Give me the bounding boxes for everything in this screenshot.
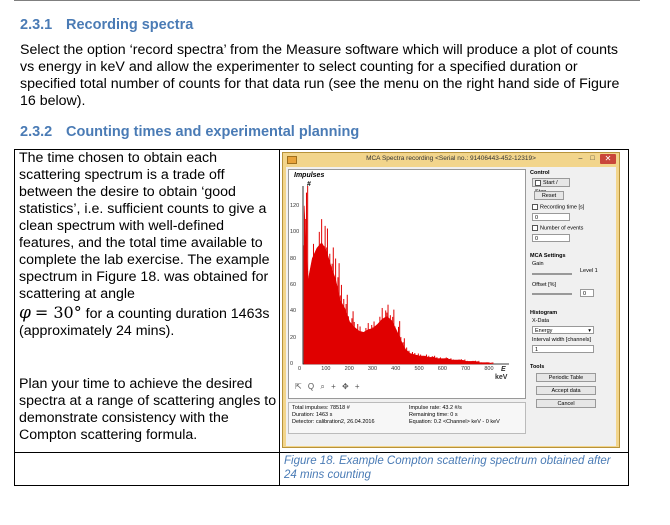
- gain-label: Gain: [532, 261, 544, 267]
- calibration-equation: Equation: 0.2 <Channel> keV - 0 keV: [409, 419, 500, 425]
- section-title: Recording spectra: [66, 17, 194, 33]
- offset-label: Offset [%]: [532, 282, 557, 288]
- start-stop-label: Start /: [543, 180, 558, 186]
- y-tick-label: 100: [290, 229, 300, 236]
- figure-cell: [280, 150, 629, 453]
- impulse-rate: Impulse rate: 43.2 #/s: [409, 405, 462, 411]
- total-impulses: Total impulses: 78518 #: [292, 405, 350, 411]
- interval-label: Interval width [channels]: [532, 337, 592, 343]
- section-number: 2.3.1: [20, 17, 53, 33]
- y-tick-label: 80: [290, 255, 297, 262]
- window-client: [286, 167, 616, 446]
- top-rule: [14, 0, 640, 1]
- y-axis-label: Impulses: [294, 172, 325, 179]
- checkbox-icon: [532, 204, 538, 210]
- stats-left: [292, 405, 375, 426]
- checkbox-icon: [532, 225, 538, 231]
- stats-panel: [288, 402, 526, 434]
- x-axis-unit: keV: [495, 374, 508, 381]
- histogram-title: Histogram: [530, 310, 558, 316]
- x-tick-label: 0: [298, 366, 302, 372]
- spectrum-chart: [289, 170, 525, 398]
- x-tick-label: 100: [321, 366, 331, 372]
- reset-button[interactable]: Reset: [534, 191, 564, 200]
- section-number: 2.3.2: [20, 124, 53, 140]
- plot-toolbar[interactable]: ⇱ Q ⌕ + ✥ +: [295, 382, 362, 391]
- xdata-value: Energy: [535, 328, 553, 334]
- text-cell: [15, 150, 280, 453]
- mca-software-window: [282, 152, 620, 448]
- angle-line-text: for a counting duration 1463s (approximately 24 mins).: [19, 306, 270, 339]
- maximize-icon[interactable]: □: [590, 155, 595, 162]
- section-heading-2-3-2: [20, 124, 359, 140]
- chevron-down-icon: ▾: [588, 328, 591, 334]
- counting-time-text: The time chosen to obtain each scattering spectrum is a trade off between the desire to obtain ‘good statistics’, i.e. sufficient counts to give a clean spectrum with well-defined features, and the total time available to complete the lab exercise. The example spectrum in Figure 18. was obtained for scattering at angle: [19, 150, 270, 302]
- spectrum-plot: [288, 169, 526, 399]
- recording-time-input[interactable]: 0: [532, 213, 570, 221]
- checkbox-icon: [535, 180, 541, 186]
- x-tick-label: 300: [367, 366, 378, 372]
- layout-table: [14, 149, 629, 486]
- x-tick-label: 600: [437, 366, 447, 372]
- figure-caption: Figure 18. Example Compton scattering spectrum obtained after 24 mins counting: [284, 455, 611, 481]
- x-tick-label: 700: [461, 366, 471, 372]
- angle-line: [19, 304, 277, 340]
- x-tick-label: 400: [391, 366, 401, 372]
- control-title: Control: [530, 170, 550, 176]
- events-input[interactable]: 0: [532, 234, 570, 242]
- side-panel: [528, 167, 612, 443]
- section-title: Counting times and experimental planning: [66, 124, 360, 140]
- caption-cell: [280, 453, 629, 486]
- plan-time-paragraph: Plan your time to achieve the desired spectra at a range of scattering angles to demonstrate consistency with the Compton scattering formula.: [19, 376, 277, 443]
- mca-settings-title: MCA Settings: [530, 253, 566, 259]
- y-tick-label: 0: [290, 361, 294, 367]
- section-heading-2-3-1: [20, 17, 193, 33]
- counting-time-paragraph: [19, 150, 277, 303]
- window-titlebar[interactable]: [283, 153, 619, 167]
- angle-equation: = 30°: [34, 303, 82, 322]
- minimize-icon[interactable]: –: [578, 155, 583, 162]
- cancel-button[interactable]: Cancel: [536, 399, 596, 408]
- x-axis-label: E: [501, 366, 506, 373]
- duration: Duration: 1463 s: [292, 412, 333, 418]
- y-axis-unit: #: [307, 181, 311, 188]
- phi-symbol: φ: [19, 303, 31, 323]
- empty-caption-cell: [15, 453, 280, 486]
- xdata-select[interactable]: [532, 326, 594, 334]
- xdata-label: X-Data: [532, 318, 550, 324]
- y-tick-label: 120: [290, 202, 300, 209]
- recording-time-label: Recording time [s]: [540, 204, 585, 211]
- y-tick-label: 20: [290, 334, 297, 341]
- accept-data-button[interactable]: Accept data: [536, 386, 596, 395]
- detector: Detector: calibration2, 26.04.2016: [292, 419, 375, 425]
- stats-right: [409, 405, 500, 426]
- recording-time-checkbox[interactable]: [532, 204, 584, 210]
- gain-slider[interactable]: [532, 273, 572, 275]
- offset-slider[interactable]: [532, 293, 572, 295]
- recording-spectra-paragraph: Select the option ‘record spectra’ from the Measure software which will produce a plot of counts vs energy in keV and allow the experimenter to select counting for a specified duration or specified total number of counts for that data run (see the menu on the right hand side of Figure 16 below).: [20, 42, 620, 109]
- tools-title: Tools: [530, 364, 545, 370]
- remaining-time: Remaining time: 0 s: [409, 412, 458, 418]
- level-label: Level 1: [580, 268, 598, 274]
- events-checkbox[interactable]: [532, 225, 583, 231]
- y-tick-label: 40: [290, 308, 297, 315]
- window-title: MCA Spectra recording <Serial no.: 91406443-452-12319>: [366, 155, 536, 162]
- close-icon[interactable]: ✕: [600, 154, 616, 164]
- y-tick-label: 60: [290, 281, 297, 288]
- periodic-table-button[interactable]: Periodic Table: [536, 373, 596, 382]
- x-tick-label: 500: [414, 366, 424, 372]
- offset-input[interactable]: 0: [580, 289, 594, 297]
- events-label: Number of events: [540, 225, 584, 232]
- x-tick-label: 200: [344, 366, 354, 372]
- interval-input[interactable]: 1: [532, 345, 594, 353]
- x-tick-label: 800: [484, 366, 494, 372]
- start-stop-button[interactable]: [532, 178, 570, 187]
